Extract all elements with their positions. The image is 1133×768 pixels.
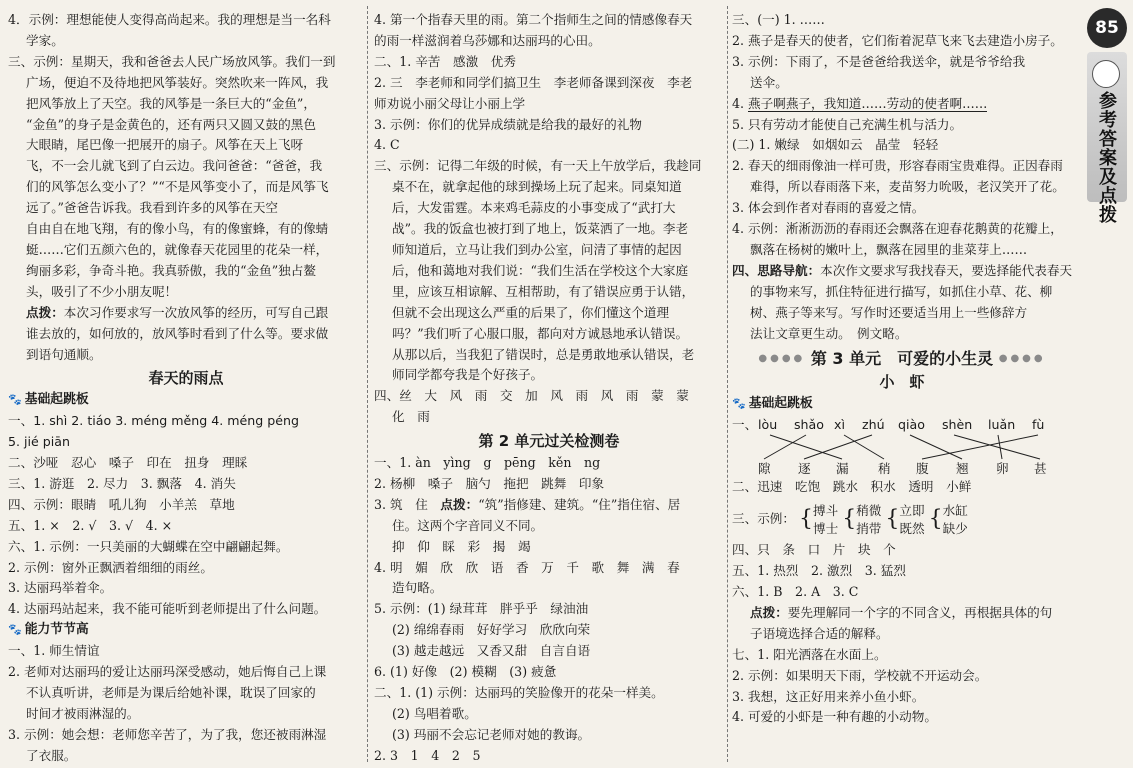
answer-line: 二、1. 辛苦 感激 优秀 xyxy=(374,53,516,69)
match-line xyxy=(804,435,872,459)
answer-line: 头，吸引了不少小朋友呢！ xyxy=(26,283,178,299)
answer-line: 师同学都夸我是个好孩子。 xyxy=(392,367,544,383)
answer-line: 住。这两个字音同义不同。 xyxy=(392,517,544,533)
character: 稍 xyxy=(878,461,891,477)
answer-line: 5. 只有劳动才能使自己充满生机与活力。 xyxy=(732,116,963,132)
hint-label: 点拨： xyxy=(440,496,479,512)
answer-line: 了衣服。 xyxy=(26,747,77,763)
answer-line: 后，他和蔼地对我们说：“我们生活在学校这个大家庭 xyxy=(392,262,689,278)
answer-line: 树、燕子等来写。写作时还要适当用上一些修辞方 xyxy=(750,304,1028,320)
section-heading: 🐾 能力节节高 xyxy=(8,622,89,638)
answer-line: 4. 明 媚 欣 欣 语 香 万 千 歌 舞 满 春 xyxy=(374,559,680,575)
answer-line: 一、1. 师生情谊 xyxy=(8,643,100,659)
answer-line: 3. 我想，这正好用来养小鱼小虾。 xyxy=(732,688,925,704)
answer-line: 三、示例：记得二年级的时候，有一天上午放学后，我趁同 xyxy=(374,158,702,174)
match-line xyxy=(922,435,1038,459)
answer-line: 法让文章更生动。 例文略。 xyxy=(750,325,908,341)
underlined-answer: 燕子啊燕子，我知道……劳动的使者啊…… xyxy=(748,95,988,111)
pinyin: 5. jié xyxy=(8,434,39,450)
answer-line: 里，应该互相谅解、互相帮助，有了错误应勇于认错， xyxy=(392,283,695,299)
answer-line: 后，大发雷霆。本来鸡毛蒜皮的小事变成了“武打大 xyxy=(392,200,676,216)
side-tab-label: 参考答案及点拨 xyxy=(1099,91,1117,226)
answer-line: 子语境选择合适的解释。 xyxy=(750,625,889,641)
match-line xyxy=(910,435,962,459)
answer-line: 四、只 条 口 片 块 个 xyxy=(732,542,896,558)
answer-line: 送伞。 xyxy=(750,74,788,90)
hint-label: 点拨： xyxy=(750,604,788,620)
answer-line: 到语句通顺。 xyxy=(26,346,102,362)
answer-line: 3. 示例：她会想：老师您辛苦了，为了我，您还被雨淋湿 xyxy=(8,726,327,742)
answer-line: 4. 达丽玛站起来，我不能可能听到老师提出了什么问题。 xyxy=(8,601,327,617)
answer-line: 4. C xyxy=(374,137,400,153)
answer-line: 桌不在，就拿起他的球到操场上玩了起来。同桌知道 xyxy=(392,179,682,195)
answer-line: 4. 燕子啊燕子，我知道……劳动的使者啊…… xyxy=(732,95,988,111)
answer-line: 2. 春天的细雨像油一样可贵，形容春雨宝贵难得。正因春雨 xyxy=(732,158,1063,174)
answer-line: 四、丝 大 风 雨 交 加 风 雨 风 雨 蒙 蒙 xyxy=(374,388,689,404)
answer-line: 时间才被雨淋湿的。 xyxy=(26,705,140,721)
answer-line: 三、1. 游逛 2. 尽力 3. 飘落 4. 消失 xyxy=(8,475,236,491)
pinyin: fù xyxy=(1032,417,1045,433)
answer-line: 抑 仰 睬 彩 揭 竭 xyxy=(392,538,531,554)
matching-lines xyxy=(732,415,1072,477)
answer-line: 六、1. 示例：一只美丽的大蝴蝶在空中翩翩起舞。 xyxy=(8,538,289,554)
answer-line: 2. 3 1 4 2 5 xyxy=(374,747,481,763)
answer-line: 4. 可爱的小虾是一种有趣的小动物。 xyxy=(732,709,937,725)
answer-line: 2. 示例：窗外正飘洒着细细的雨丝。 xyxy=(8,559,213,575)
answer-line: 谁去放的，如何放的，放风筝时看到了什么等。要求做 xyxy=(26,325,329,341)
paw-icon: 🐾 xyxy=(8,623,22,637)
pinyin: zhú xyxy=(862,417,885,433)
answer-line: 蜓……它们五颜六色的，就像春天花园里的花朵一样， xyxy=(26,241,329,257)
answer-line: (3) 玛丽不会忘记老师对她的教诲。 xyxy=(392,726,591,742)
lesson-title: 春天的雨点 xyxy=(148,369,224,388)
paw-icon: 🐾 xyxy=(732,397,746,411)
lesson-title: 小 虾 xyxy=(879,373,925,392)
answer-line: 飞，不一会儿就飞到了白云边。我问爸爸：“爸爸，我 xyxy=(26,158,323,174)
match-line xyxy=(954,435,1040,459)
answer-line: 师知道后，立马让我们到办公室，问清了事情的起因 xyxy=(392,241,682,257)
character: 甚 xyxy=(1034,461,1047,477)
answer-column-2 xyxy=(374,10,724,767)
answer-line: 6. (1) 好像 (2) 模糊 (3) 疲惫 xyxy=(374,664,557,680)
pinyin: piān xyxy=(42,434,70,450)
answer-line: 五、1. 热烈 2. 激烈 3. 猛烈 xyxy=(732,563,906,579)
answer-line: 五、1. × 2. √ 3. √ 4. × xyxy=(8,517,173,533)
pinyin: péng xyxy=(267,413,299,429)
mascot-icon xyxy=(1092,60,1120,88)
answer-line: 吗？”我们听了心服口服，都向对方诚恳地承认错误。 xyxy=(392,325,689,341)
answer-line: 三、示例：星期天，我和爸爸去人民广场放风筝。我们一到 xyxy=(8,53,336,69)
answer-line: 三、(一) 1. …… xyxy=(732,12,825,27)
hint-label: 四、思路导航： xyxy=(732,262,821,278)
answer-line: (3) 越走越远 又香又甜 自言自语 xyxy=(392,643,591,659)
pinyin: qiào xyxy=(898,417,925,433)
pinyin-line xyxy=(8,432,364,453)
answer-line: 六、1. B 2. A 3. C xyxy=(732,583,859,599)
pinyin-line: 一、1. shì 2. tiáo 3. méng měng 4. méng péng xyxy=(8,413,299,429)
answer-line: 从那以后，当我犯了错误时，总是勇敢地承认错误，老 xyxy=(392,346,695,362)
pinyin: 3. méng xyxy=(115,413,168,429)
answer-line: 但就不会出现这么严重的后果了，你们懂这个道理 xyxy=(392,304,670,320)
pinyin: shèn xyxy=(942,417,973,433)
answer-line: 师劝说小丽父母让小丽上学 xyxy=(374,95,526,111)
answer-line: 二、迅速 吃饱 跳水 积水 透明 小鲜 xyxy=(732,479,972,495)
answer-line: 5. 示例：(1) 绿茸茸 胖乎乎 绿油油 xyxy=(374,601,589,617)
answer-line: 化 雨 xyxy=(392,409,430,425)
answer-line: (二) 1. 嫩绿 如烟如云 晶莹 轻轻 xyxy=(732,137,939,153)
answer-line: 飘落在杨树的嫩叶上，飘落在园里的韭菜芽上…… xyxy=(750,241,1028,257)
answer-line: “金鱼”的身子是金黄色的，还有两只又圆又鼓的黑色 xyxy=(26,116,316,132)
matching-exercise: 一、 lòu shǎo xì zhú qiào shèn luǎn fù 隙 逐 漏 稍 腹 翘 卵 甚 xyxy=(732,415,1072,477)
unit-title: ●●●● 第 3 单元 可爱的小生灵 ●●●● xyxy=(758,348,1046,368)
answer-line: 广场，便迫不及待地把风筝装好。突然吹来一阵风，我 xyxy=(26,74,329,90)
pinyin: shǎo xyxy=(794,417,824,433)
answer-line: 一、1. àn yìng g pēng kěn ng xyxy=(374,455,601,471)
character: 逐 xyxy=(798,461,811,477)
column-divider xyxy=(367,6,368,762)
answer-column-1 xyxy=(8,10,364,767)
answer-line: 3. 体会到作者对春雨的喜爱之情。 xyxy=(732,200,925,216)
answer-line: 3. 筑 住 点拨：“筑”指修建、建筑。“住”指住宿、居 xyxy=(374,496,681,512)
answer-line: 4. 示例：淅淅沥沥的春雨还会飘落在迎春花鹅黄的花瓣上， xyxy=(732,221,1063,237)
answer-line: 2. 杨柳 嗓子 脑勺 拖把 跳舞 印象 xyxy=(374,475,605,491)
answer-line: 把风筝放上了天空。我的风筝是一条巨大的“金鱼”， xyxy=(26,95,316,111)
answer-line: 点拨：本次习作要求写一次放风筝的经历，可写自己跟 xyxy=(26,304,329,320)
character: 漏 xyxy=(836,461,849,477)
pinyin: 2. tiáo xyxy=(71,413,112,429)
answer-line: 难得，所以春雨落下来，麦苗努力吮吸，老汉笑开了花。 xyxy=(750,179,1065,195)
answer-line: 3. 示例：下雨了，不是爸爸给我送伞，就是爷爷给我 xyxy=(732,53,1026,69)
dots-icon: ●●●● xyxy=(998,352,1046,364)
section-heading: 🐾 基础起跳板 xyxy=(732,396,813,412)
answer-line: 3. 示例：你们的优异成绩就是给我的最好的礼物 xyxy=(374,116,642,132)
answer-line: 远了。”爸爸告诉我。我看到许多的风筝在天空 xyxy=(26,200,279,216)
answer-line: 七、1. 阳光洒落在水面上。 xyxy=(732,646,887,662)
answer-line: 的事物来写，抓住特征进行描写，如抓住小草、花、柳 xyxy=(750,283,1053,299)
paw-icon: 🐾 xyxy=(8,393,22,407)
match-line xyxy=(770,435,842,459)
answer-line: 4．示例：理想能使人变得高尚起来。我的理想是当一名科 xyxy=(8,12,331,27)
answer-line: 造句略。 xyxy=(392,580,443,596)
pinyin: měng xyxy=(171,413,208,429)
match-line xyxy=(844,435,884,459)
answer-line: 四、思路导航：本次作文要求写我找春天，要选择能代表春天 xyxy=(732,262,1073,278)
answer-line: 四、示例：眼睛 吼儿狗 小羊羔 草地 xyxy=(8,496,235,512)
answer-line: 不认真听讲，老师是为课后给她补课，耽误了回家的 xyxy=(26,685,316,700)
answer-line: 2. 示例：如果明天下雨，学校就不开运动会。 xyxy=(732,667,988,683)
answer-line: 二、1. (1) 示例：达丽玛的笑脸像开的花朵一样美。 xyxy=(374,685,664,700)
answer-line: 2. 燕子是春天的使者，它们衔着泥草飞来飞去建造小房子。 xyxy=(732,32,1063,48)
answer-line: 自由自在地飞翔，有的像小鸟，有的像蜜蜂，有的像蜻 xyxy=(26,221,329,237)
page-number-badge: 85 xyxy=(1087,8,1127,48)
answer-line: 学家。 xyxy=(26,32,64,48)
answer-line: 三、示例： {搏斗 博士 {稍微 捎带 {立即 既然 {水缸 缺少 xyxy=(732,502,968,536)
answer-line: 战”。我的饭盒也被打到了地上，饭菜洒了一地。李老 xyxy=(392,221,689,237)
answer-line: 大眼睛，尾巴像一把展开的扇子。风筝在天上飞呀 xyxy=(26,137,304,153)
pinyin: luǎn xyxy=(988,417,1016,433)
hint-label: 点拨： xyxy=(26,304,64,320)
answer-line: 二、沙哑 忍心 嗓子 印在 扭身 理睬 xyxy=(8,455,248,471)
pinyin: shì xyxy=(49,413,68,429)
character: 卵 xyxy=(996,461,1009,477)
pinyin: 4. méng xyxy=(211,413,264,429)
answer-line: 点拨：要先理解同一个字的不同含义，再根据具体的句 xyxy=(750,604,1053,620)
answer-line: 绚丽多彩，争奇斗艳。我真骄傲，我的“金鱼”独占鳌 xyxy=(26,262,316,278)
character: 翘 xyxy=(956,461,969,477)
answer-line: 的雨一样滋润着乌莎娜和达丽玛的心田。 xyxy=(374,32,601,48)
answer-line: (2) 绵绵春雨 好好学习 欣欣向荣 xyxy=(392,622,591,638)
answer-line: 们的风筝怎么变小了？”“不是风筝变小了，而是风筝飞 xyxy=(26,179,329,195)
pinyin: xì xyxy=(834,417,845,433)
section-heading: 🐾 基础起跳板 xyxy=(8,392,89,408)
test-title: 第 2 单元过关检测卷 xyxy=(478,432,620,451)
character: 腹 xyxy=(916,461,929,477)
dots-icon: ●●●● xyxy=(758,352,806,364)
answer-line: 4. 第一个指春天里的雨。第二个指师生之间的情感像春天 xyxy=(374,12,693,27)
column-divider xyxy=(727,6,728,762)
pinyin: lòu xyxy=(758,417,778,433)
answer-column-3 xyxy=(732,10,1072,728)
answer-line: 2. 三 李老师和同学们搞卫生 李老师备课到深夜 李老 xyxy=(374,74,693,90)
match-line xyxy=(764,435,806,459)
answer-line: 2. 老师对达丽玛的爱让达丽玛深受感动，她后悔自己上课 xyxy=(8,664,327,680)
answer-line: (2) 鸟唱着歌。 xyxy=(392,705,477,721)
character: 隙 xyxy=(758,461,771,477)
answer-line: 3. 达丽玛举着伞。 xyxy=(8,580,113,596)
